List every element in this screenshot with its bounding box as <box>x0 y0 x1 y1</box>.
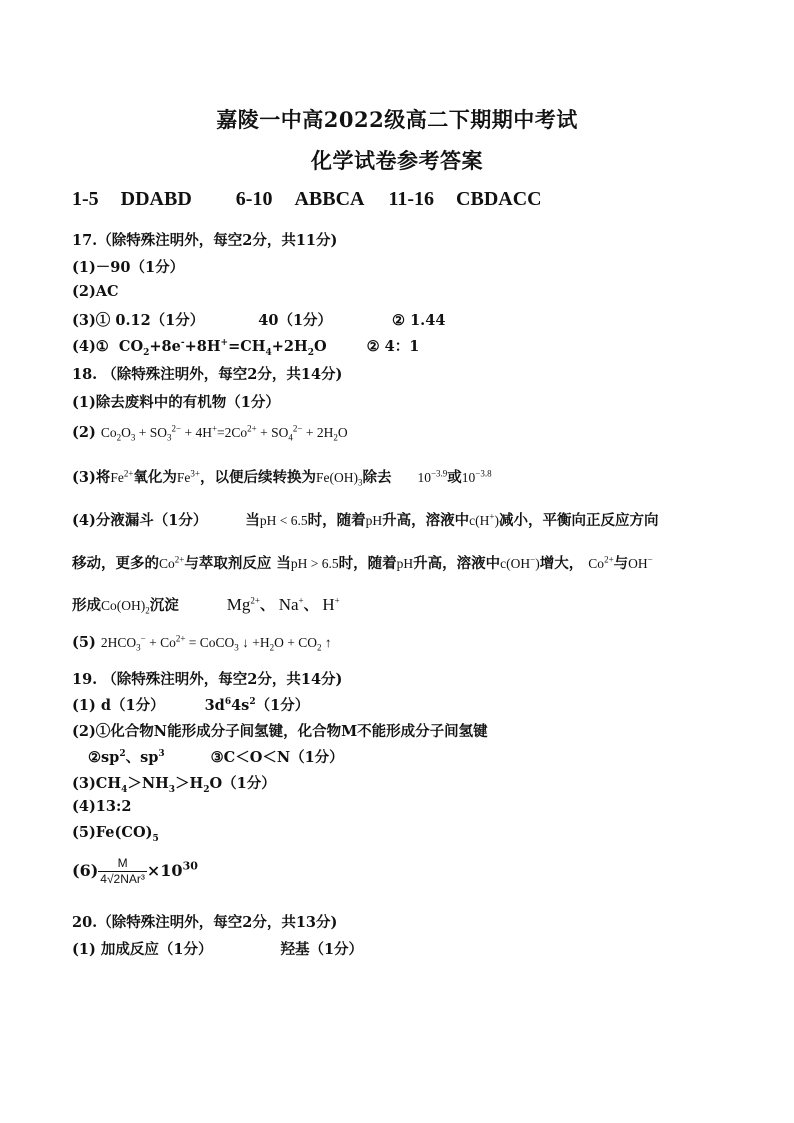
q17-3a: (3)① 0.12（1分） <box>72 312 205 329</box>
q17-answer-4 <box>72 335 419 356</box>
mc-range: 6-10 <box>235 188 273 210</box>
mc-answers: DDABD <box>120 188 192 210</box>
q17-4b: ② 4：1 <box>366 338 420 355</box>
q19-answer-4: (4)13:2 <box>72 798 132 815</box>
q18-2-label: (2) <box>72 424 96 441</box>
q18-answer-2 <box>72 424 348 441</box>
q17-answer-1: (1)－90（1分） <box>72 259 185 276</box>
q17-answer-2: (2)AC <box>72 283 119 300</box>
q19-answer-2-2: $②sp^2$、$sp^3$ ③C＜O＜N（1分） <box>88 749 344 766</box>
multiple-choice-answers <box>72 188 542 211</box>
q19-heading: 19. （除特殊注明外，每空2分，共14分) <box>72 671 343 688</box>
q17-4-label: (4)① <box>72 338 109 355</box>
q17-3c: ② 1.44 <box>392 312 446 329</box>
q18-answer-1: (1)除去废料中的有机物（1分） <box>72 394 280 411</box>
q19-answer-1: (1) d（1分） $3d^64s^2(1$分） <box>72 697 310 714</box>
q18-answer-4-line3: 形成$Co(OH)_2$沉淀 $Mg^{2+}$、 Na+、 H+ <box>72 595 340 616</box>
q18-2-equation: $Co_2O_3 + SO_3^{2-} + 4H^+=2Co^{2+} + SO_4^{2-} + 2H_2O$ <box>100 423 348 443</box>
q18-5-equation: $2HCO_3^- + Co^{2+}$ = CoCO$_3$ ↓ $+H_2O + CO_2$ ↑ <box>100 633 332 653</box>
q17-heading: 17.（除特殊注明外，每空2分，共11分) <box>72 232 338 249</box>
q17-4-equation: $CO_2+8e^-+8H^+=CH_4+2H_2O$ <box>113 338 327 358</box>
q19-answer-3: $(3)CH_4>NH_3>H_2O(1$分） <box>72 775 276 795</box>
page-subtitle: 化学试卷参考答案 <box>311 148 483 173</box>
q18-answer-4-line2: 移动，更多的$Co^{2+}$与萃取剂反应 当pH > 6.5时，随着pH升高，溶液中c(OH−)增大， $Co^{2+}$与OH− <box>72 554 653 572</box>
mc-answers: CBDACC <box>456 188 542 210</box>
q20-answer-1: (1) 加成反应（1分） 羟基（1分） <box>72 941 364 958</box>
q19-answer-5: $(5)Fe(CO)_5$ <box>72 824 159 844</box>
q18-heading: 18. （除特殊注明外，每空2分，共14分) <box>72 366 343 383</box>
q20-heading: 20.（除特殊注明外，每空2分，共13分) <box>72 914 338 931</box>
density-fraction: $\frac{M}{\text{4√2NAr³}}$ <box>100 856 145 886</box>
page-title: 嘉陵一中高2022级高二下期期中考试 <box>216 107 578 132</box>
q18-answer-4-line1: (4)分液漏斗（1分） 当pH < 6.5时，随着pH升高，溶液中c(H+)减小，平衡向正反应方向 <box>72 511 659 529</box>
q19-answer-2-1: (2)①化合物N能形成分子间氢键，化合物M不能形成分子间氢键 <box>72 723 488 740</box>
q18-answer-3: (3)将$Fe^{2+}$氧化为$Fe^{3+}$，以便后续转换为$Fe(OH)_3$除去 $10^{-3.9}$或$10^{-3.8}$ <box>72 468 492 488</box>
mc-range: 11-16 <box>388 188 435 210</box>
q17-3b: 40（1分） <box>258 312 333 329</box>
mc-answers: ABBCA <box>294 188 365 210</box>
mc-range: 1-5 <box>72 188 99 210</box>
q19-answer-6: (6) $\frac{M}{\text{4√2NAr³}}$ $\times 10^{30}$ <box>72 856 198 886</box>
q17-answer-3 <box>72 309 445 330</box>
q18-answer-5: (5) $2HCO_3^- + Co^{2+}$ = CoCO$_3$ ↓ $+H_2O + CO_2$ ↑ <box>72 633 332 653</box>
